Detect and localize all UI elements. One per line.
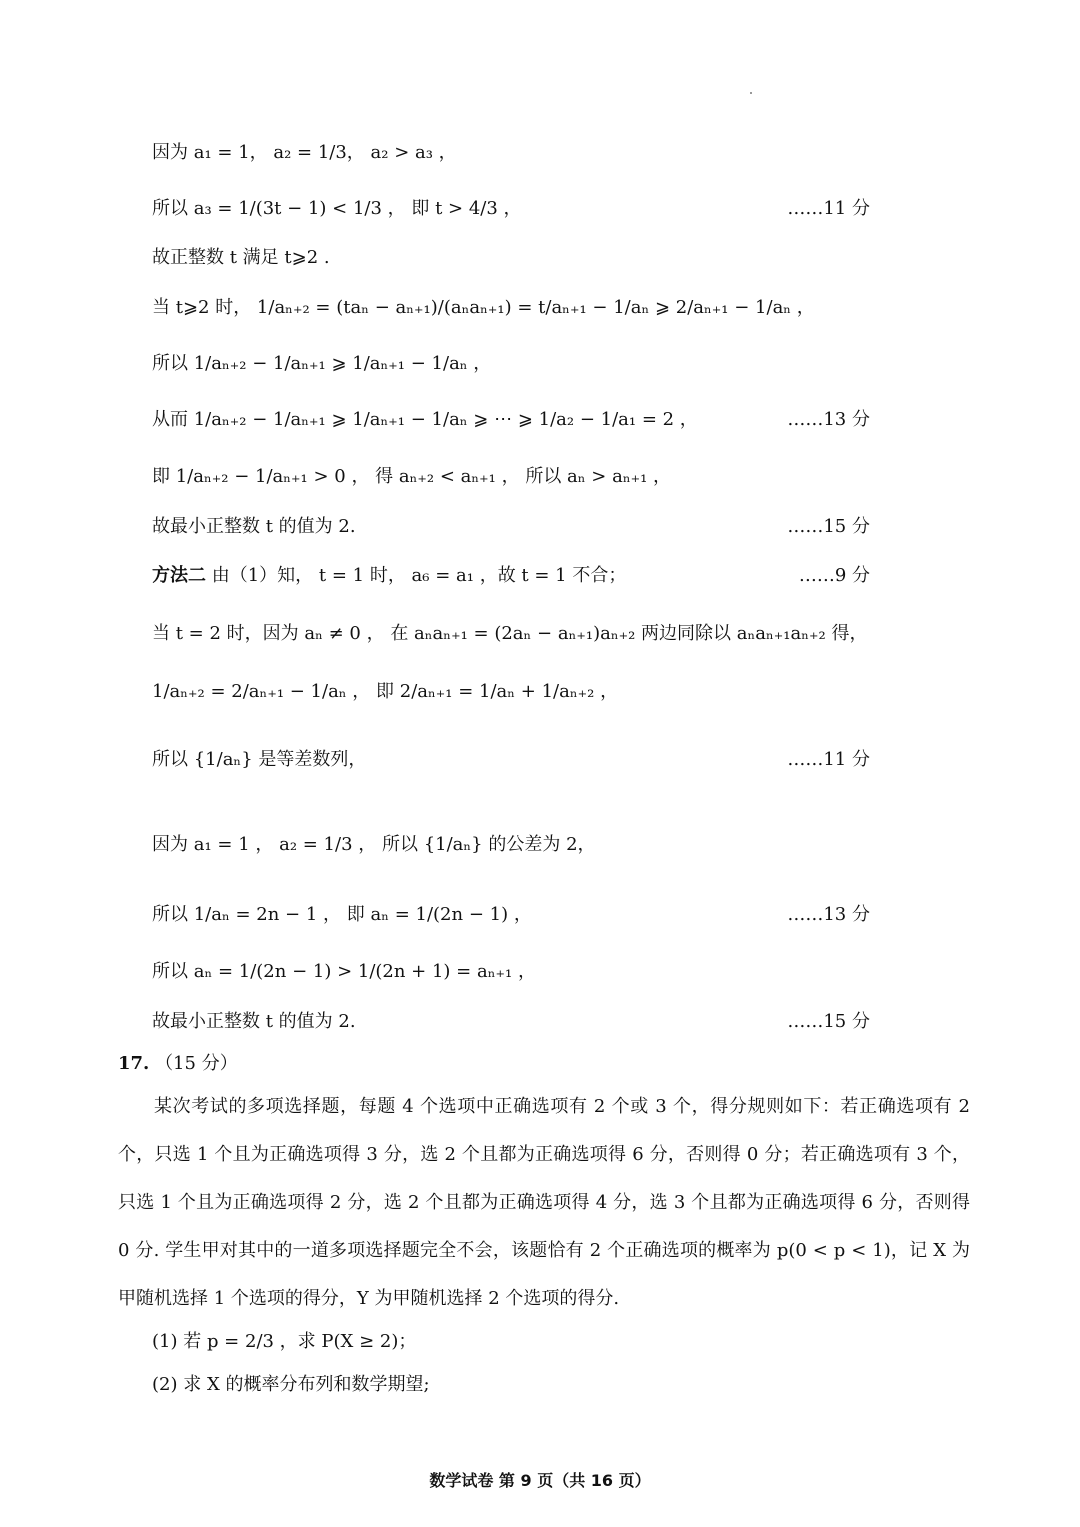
- solution-line-12: 所以 {1/aₙ} 是等差数列，: [152, 749, 367, 770]
- solution-line-7: 即 1/aₙ₊₂ − 1/aₙ₊₁ > 0 ， 得 aₙ₊₂ < aₙ₊₁ ， 所以 aₙ > aₙ₊₁ ，: [152, 466, 672, 487]
- question-part-1: (1) 若 p = 2/3 ，求 P(X ≥ 2)；: [152, 1331, 417, 1352]
- solution-line-1: 因为 a₁ = 1， a₂ = 1/3， a₂ > a₃ ，: [152, 142, 457, 163]
- score-marker: ……15 分: [787, 516, 870, 537]
- score-marker: ……13 分: [787, 904, 870, 925]
- solution-line-3: 故正整数 t 满足 t⩾2 .: [152, 247, 330, 268]
- question-header: [118, 1052, 238, 1076]
- solution-line-4: 当 t⩾2 时， 1/aₙ₊₂ = (taₙ − aₙ₊₁)/(aₙaₙ₊₁) = t/aₙ₊₁ − 1/aₙ ⩾ 2/aₙ₊₁ − 1/aₙ ，: [152, 297, 815, 318]
- solution-line-2: 所以 a₃ = 1/(3t − 1) < 1/3 ， 即 t > 4/3 ，: [152, 198, 522, 219]
- scan-speck: [750, 92, 752, 94]
- solution-line-13: 因为 a₁ = 1 ， a₂ = 1/3 ， 所以 {1/aₙ} 的公差为 2，: [152, 834, 596, 855]
- solution-line-16: 故最小正整数 t 的值为 2.: [152, 1011, 356, 1032]
- solution-line-6: 从而 1/aₙ₊₂ − 1/aₙ₊₁ ⩾ 1/aₙ₊₁ − 1/aₙ ⩾ ⋯ ⩾ 1/a₂ − 1/a₁ = 2 ，: [152, 409, 698, 430]
- solution-line-14: 所以 1/aₙ = 2n − 1 ， 即 aₙ = 1/(2n − 1) ，: [152, 904, 532, 925]
- question-points: （15 分）: [155, 1053, 238, 1074]
- solution-line-5: 所以 1/aₙ₊₂ − 1/aₙ₊₁ ⩾ 1/aₙ₊₁ − 1/aₙ ，: [152, 353, 492, 374]
- solution-line-10: 当 t = 2 时，因为 aₙ ≠ 0 ， 在 aₙaₙ₊₁ = (2aₙ − aₙ₊₁)aₙ₊₂ 两边同除以 aₙaₙ₊₁aₙ₊₂ 得，: [152, 623, 868, 644]
- score-marker: ……11 分: [787, 749, 870, 770]
- method-two-label: 方法二: [152, 565, 206, 586]
- score-marker: ……11 分: [787, 198, 870, 219]
- solution-line-15: 所以 aₙ = 1/(2n − 1) > 1/(2n + 1) = aₙ₊₁ ，: [152, 961, 536, 982]
- solution-line-8: 故最小正整数 t 的值为 2.: [152, 516, 356, 537]
- page-footer: 数学试卷 第 9 页（共 16 页）: [429, 1471, 651, 1490]
- score-marker: ……9 分: [798, 565, 870, 586]
- score-marker: ……13 分: [787, 409, 870, 430]
- method-two-text: 由（1）知， t = 1 时， a₆ = a₁ ，故 t = 1 不合；: [206, 565, 627, 586]
- question-number: 17.: [118, 1053, 150, 1074]
- question-body: 某次考试的多项选择题，每题 4 个选项中正确选项有 2 个或 3 个，得分规则如下：若正确选项有 2 个，只选 1 个且为正确选项得 3 分，选 2 个且都为正确选项得 6 分，否则得 0 分；若正确选项有 3 个，只选 1 个且为正确选项得 2 分，选 2 个且都为正确选项得 4 分，选 3 个且都为正确选项得 6 分，否则得 0 分. 学生甲对其中的一道多项选择题完全不会，该题恰有 2 个正确选项的概率为 p(0 < p < 1)，记 X 为甲随机选择 1 个选项的得分，Y 为甲随机选择 2 个选项的得分.: [118, 1096, 970, 1309]
- question-part-2: (2) 求 X 的概率分布列和数学期望;: [152, 1374, 430, 1395]
- score-marker: ……15 分: [787, 1011, 870, 1032]
- solution-line-11: 1/aₙ₊₂ = 2/aₙ₊₁ − 1/aₙ ， 即 2/aₙ₊₁ = 1/aₙ + 1/aₙ₊₂ ，: [152, 681, 619, 702]
